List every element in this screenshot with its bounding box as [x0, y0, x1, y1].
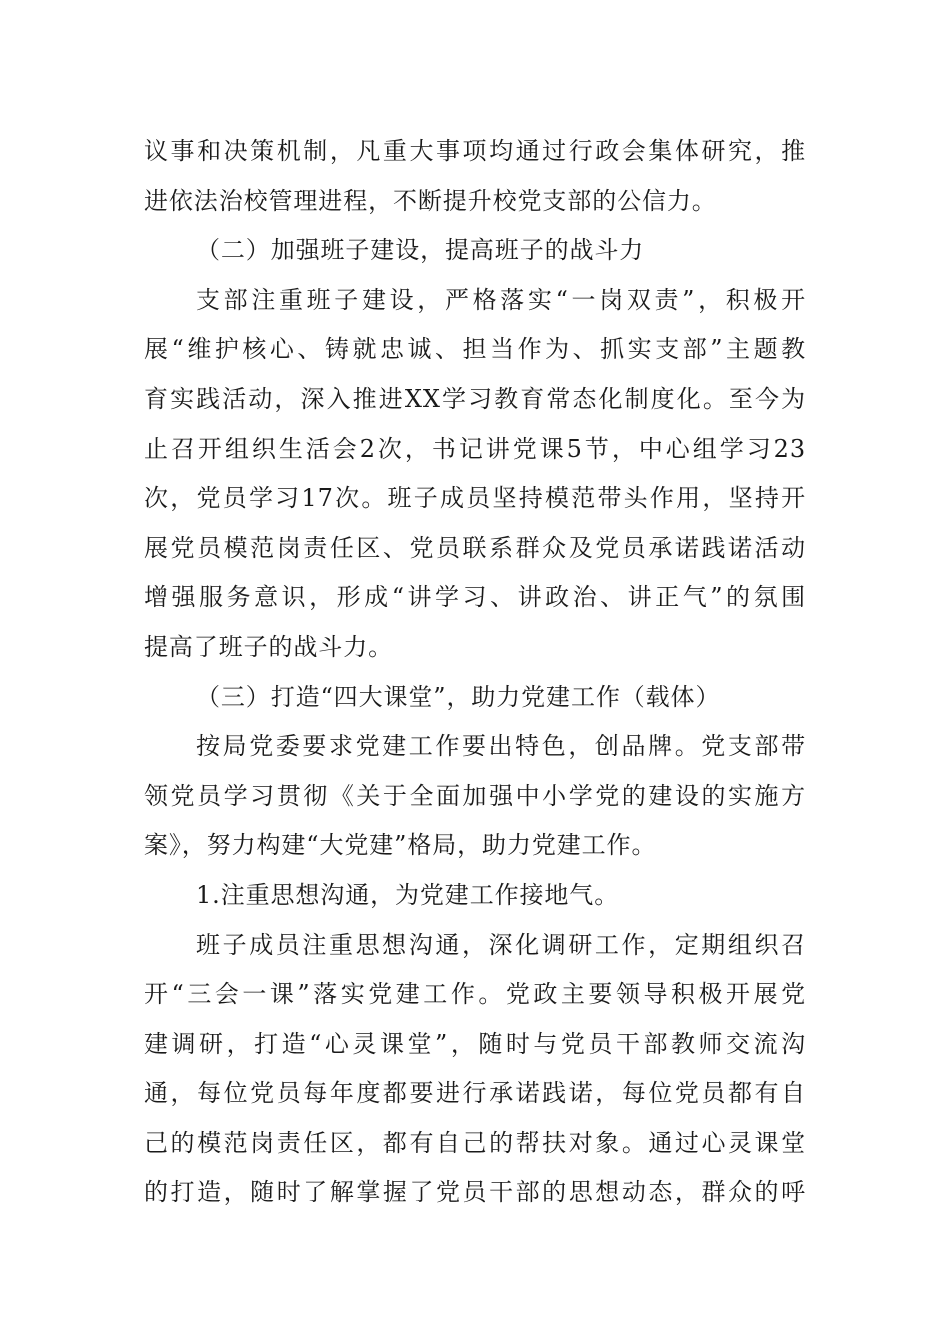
text-line: 止召开组织生活会2次，书记讲党课5节，中心组学习23	[144, 434, 806, 463]
text-line: 建调研，打造“心灵课堂”，随时与党员干部教师交流沟	[144, 1029, 806, 1058]
text-line: 领党员学习贯彻《关于全面加强中小学党的建设的实施方	[144, 781, 806, 810]
text-line: 班子成员注重思想沟通，深化调研工作，定期组织召	[196, 930, 806, 959]
text-line: （三）打造“四大课堂”，助力党建工作（载体）	[196, 682, 721, 711]
text-line: 增强服务意识，形成“讲学习、讲政治、讲正气”的氛围	[144, 583, 806, 612]
text-line: 通，每位党员每年度都要进行承诺践诺，每位党员都有自	[144, 1079, 806, 1108]
text-line: 次，党员学习17次。班子成员坚持模范带头作用，坚持开	[144, 484, 806, 513]
text-line: （二）加强班子建设，提高班子的战斗力	[196, 236, 645, 265]
text-line: 进依法治校管理进程，不断提升校党支部的公信力。	[144, 186, 717, 215]
text-line: 支部注重班子建设，严格落实“一岗双责”，积极开	[196, 285, 806, 314]
text-line: 开“三会一课”落实党建工作。党政主要领导积极开展党	[144, 980, 806, 1009]
text-line: 1.注重思想沟通，为党建工作接地气。	[196, 880, 620, 909]
text-line: 提高了班子的战斗力。	[144, 632, 393, 661]
text-line: 议事和决策机制，凡重大事项均通过行政会集体研究，推	[144, 137, 806, 165]
text-line: 展“维护核心、铸就忠诚、担当作为、抓实支部”主题教	[144, 335, 806, 364]
text-line: 己的模范岗责任区，都有自己的帮扶对象。通过心灵课堂	[144, 1128, 806, 1157]
text-line: 育实践活动，深入推进XX学习教育常态化制度化。至今为	[144, 384, 806, 413]
text-line: 展党员模范岗责任区、党员联系群众及党员承诺践诺活动	[144, 533, 806, 562]
text-line: 的打造，随时了解掌握了党员干部的思想动态，群众的呼	[144, 1178, 806, 1207]
document-body	[144, 127, 806, 1218]
text-line: 按局党委要求党建工作要出特色，创品牌。党支部带	[196, 732, 806, 761]
text-line: 案》，努力构建“大党建”格局，助力党建工作。	[144, 831, 657, 860]
